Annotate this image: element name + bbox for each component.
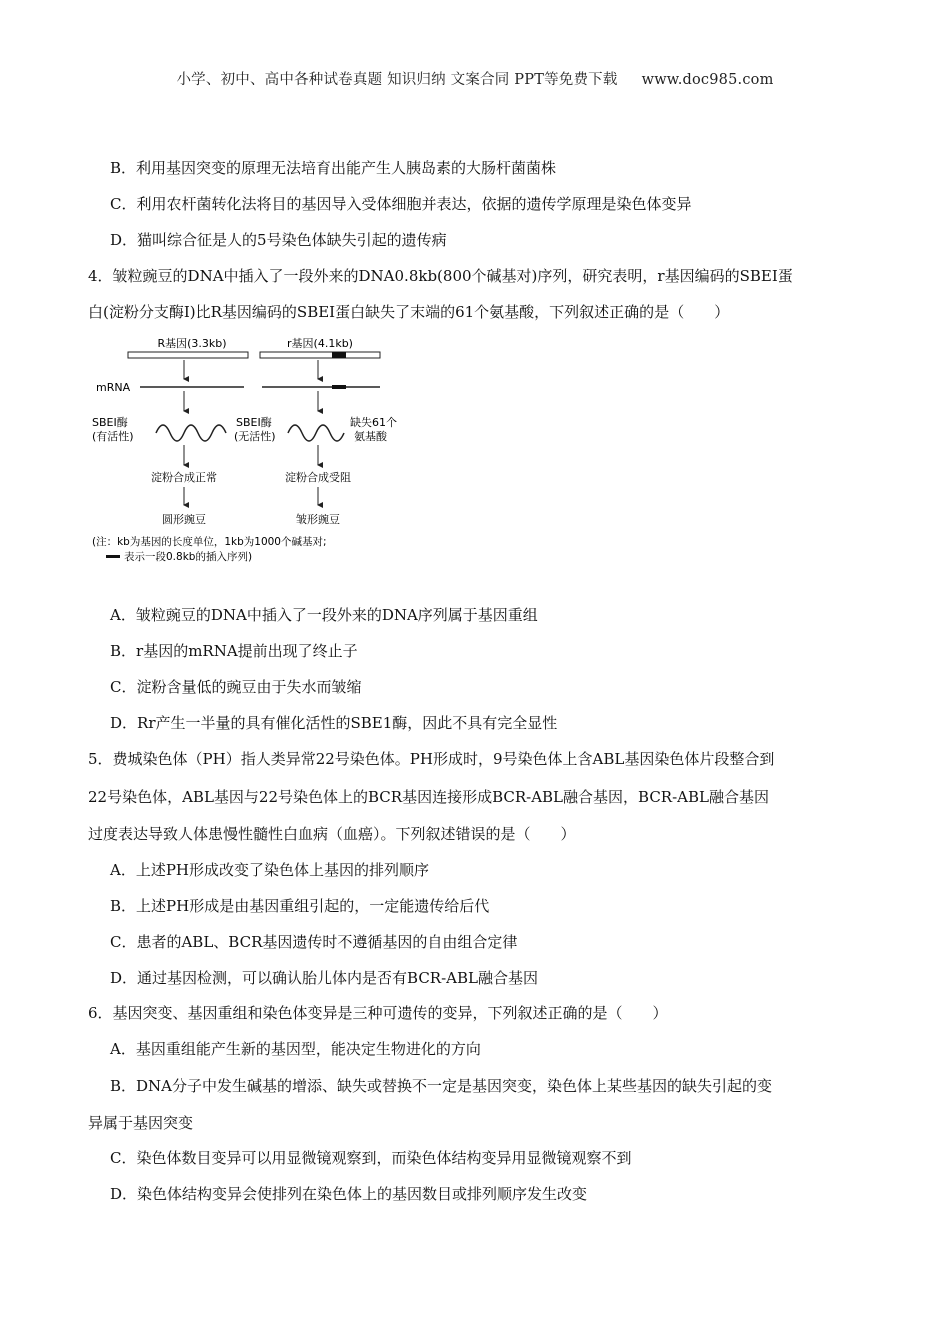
q4-option-c: C．淀粉含量低的豌豆由于失水而皱缩 (110, 678, 362, 696)
q5-option-b: B．上述PH形成是由基因重组引起的，一定能遗传给后代 (110, 897, 490, 915)
starch-normal-label: 淀粉合成正常 (151, 471, 217, 484)
sbei-label-left: SBEI酶 (92, 416, 128, 429)
protein-wave-left (156, 425, 226, 441)
inactive-label: (无活性) (234, 430, 276, 443)
q6-option-b-line2: 异属于基因突变 (88, 1114, 194, 1132)
r-lower-gene-bar (260, 352, 380, 358)
q4-figure (92, 333, 402, 571)
starch-blocked-label: 淀粉合成受阻 (285, 471, 351, 484)
q4-option-b: B．r基因的mRNA提前出现了终止子 (110, 642, 358, 660)
active-label: (有活性) (92, 430, 134, 443)
mrna-insertion-mark (332, 385, 346, 389)
q6-stem: 6．基因突变、基因重组和染色体变异是三种可遗传的变异，下列叙述正确的是（ ） (88, 1004, 668, 1022)
wrinkled-pea-label: 皱形豌豆 (296, 513, 340, 526)
q6-option-d: D．染色体结构变异会使排列在染色体上的基因数目或排列顺序发生改变 (110, 1185, 588, 1203)
note-insertion-mark (106, 555, 120, 558)
q4-stem-line2: 白(淀粉分支酶I)比R基因编码的SBEI蛋白缺失了末端的61个氨基酸，下列叙述正确的是（ ） (88, 303, 730, 321)
insertion-sequence-mark (332, 352, 346, 358)
r-upper-gene-label: R基因(3.3kb) (157, 337, 227, 350)
header-site: www.doc985.com (641, 72, 774, 88)
q6-option-b-line1: B．DNA分子中发生碱基的增添、缺失或替换不一定是基因突变，染色体上某些基因的缺失引起的变 (110, 1077, 773, 1095)
q5-stem-line1: 5．费城染色体（PH）指人类异常22号染色体。PH形成时，9号染色体上含ABL基因染色体片段整合到 (88, 750, 775, 768)
note-line-2: 表示一段0.8kb的插入序列) (124, 551, 253, 563)
protein-wave-right (288, 425, 344, 441)
q5-stem-line2: 22号染色体，ABL基因与22号染色体上的BCR基因连接形成BCR-ABL融合基因，BCR-ABL融合基因 (88, 788, 769, 806)
round-pea-label: 圆形豌豆 (162, 513, 206, 526)
r-lower-gene-label: r基因(4.1kb) (287, 337, 353, 350)
sbei-label-right: SBEI酶 (236, 416, 272, 429)
page-header (0, 68, 950, 89)
q6-option-c: C．染色体数目变异可以用显微镜观察到，而染色体结构变异用显微镜观察不到 (110, 1149, 632, 1167)
q5-stem-line3: 过度表达导致人体患慢性髓性白血病（血癌）。下列叙述错误的是（ ） (88, 825, 576, 843)
gene-expression-diagram (92, 333, 402, 571)
q4-option-d: D．Rr产生一半量的具有催化活性的SBE1酶，因此不具有完全显性 (110, 714, 558, 732)
mrna-label: mRNA (96, 381, 131, 394)
q5-option-a: A．上述PH形成改变了染色体上基因的排列顺序 (110, 861, 430, 879)
r-upper-gene-bar (128, 352, 248, 358)
note-line-1: (注：kb为基因的长度单位，1kb为1000个碱基对; (92, 536, 327, 548)
q3-option-c: C．利用农杆菌转化法将目的基因导入受体细胞并表达，依据的遗传学原理是染色体变异 (110, 195, 692, 213)
q5-option-c: C．患者的ABL、BCR基因遗传时不遵循基因的自由组合定律 (110, 933, 518, 951)
q4-stem-line1: 4．皱粒豌豆的DNA中插入了一段外来的DNA0.8kb(800个碱基对)序列，研究表明，r基因编码的SBEI蛋 (88, 267, 793, 285)
q3-option-b: B．利用基因突变的原理无法培育出能产生人胰岛素的大肠杆菌菌株 (110, 159, 557, 177)
header-text: 小学、初中、高中各种试卷真题 知识归纳 文案合同 PPT等免费下载 (176, 72, 618, 88)
missing-label-2: 氨基酸 (354, 430, 387, 443)
q4-option-a: A．皱粒豌豆的DNA中插入了一段外来的DNA序列属于基因重组 (110, 606, 538, 624)
missing-label-1: 缺失61个 (350, 416, 397, 429)
q5-option-d: D．通过基因检测，可以确认胎儿体内是否有BCR-ABL融合基因 (110, 969, 538, 987)
q3-option-d: D．猫叫综合征是人的5号染色体缺失引起的遗传病 (110, 231, 447, 249)
q6-option-a: A．基因重组能产生新的基因型，能决定生物进化的方向 (110, 1040, 481, 1058)
